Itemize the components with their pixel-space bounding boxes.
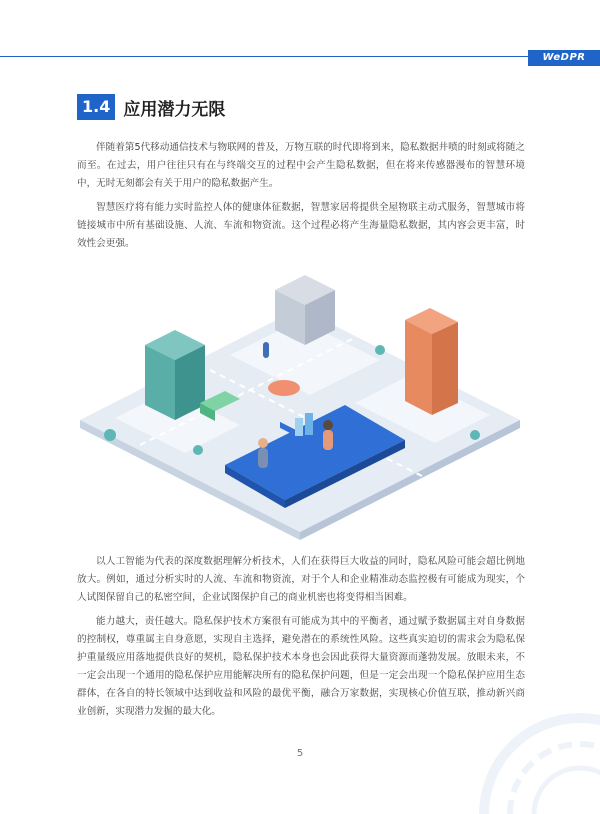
person-left xyxy=(258,448,268,468)
paragraph-2: 智慧医疗将有能力实时监控人体的健康体征数据，智慧家居将提供全屋物联主动式服务，智慧城市将链接城市中所有基础设施、人流、车流和物资流。这个过程必将产生海量隐私数据，其内容会更丰富，时效性会更强。 xyxy=(77,202,525,249)
tree xyxy=(375,345,385,355)
orange-tower-left xyxy=(405,320,432,415)
tree xyxy=(193,445,203,455)
person-left-head xyxy=(258,438,268,448)
person-right-head xyxy=(323,420,333,430)
orange-tower-right xyxy=(432,322,458,415)
tree xyxy=(104,429,116,441)
page-number: 5 xyxy=(296,748,304,759)
car xyxy=(268,380,300,396)
header-rule xyxy=(0,56,528,57)
section-number: 1.4 xyxy=(77,94,115,120)
pedestrian xyxy=(263,342,269,358)
smart-city-illustration xyxy=(80,270,520,540)
section-title: 应用潜力无限 xyxy=(123,99,226,120)
data-cube xyxy=(295,418,303,436)
paragraph-1: 伴随着第5代移动通信技术与物联网的普及，万物互联的时代即将到来，隐私数据井喷的时刻或将随之而至。在过去，用户往往只有在与终端交互的过程中会产生隐私数据，但在将来传感器漫布的智慧环境中，无时无刻都会有关于用户的隐私数据产生。 xyxy=(77,142,525,189)
person-right xyxy=(323,430,333,450)
tree xyxy=(470,430,480,440)
section-heading xyxy=(77,94,225,120)
paragraph-4: 能力越大，责任越大。隐私保护技术方案很有可能成为其中的平衡者，通过赋予数据属主对自身数据的控制权，尊重属主自身意愿，实现自主选择，避免潜在的系统性风险。这些真实迫切的需求会为隐私保护重量级应用落地提供良好的契机，隐私保护技术本身也会因此获得大量资源而蓬勃发展。放眼未来，不一定会出现一个通用的隐私保护应用能解决所有的隐私保护问题，但是一定会出现一个隐私保护应用生态群体，在各自的特长领域中达到收益和风险的最优平衡，融合万家数据，实现核心价值互联，推动新兴商业创新，实现潜力发掘的最大化。 xyxy=(77,616,525,717)
data-cube xyxy=(305,413,313,435)
brand-logo: WeDPR xyxy=(528,50,600,66)
paragraph-3: 以人工智能为代表的深度数据理解分析技术，人们在获得巨大收益的同时，隐私风险可能会超比例地放大。例如，通过分析实时的人流、车流和物资流，对于个人和企业精准动态监控极有可能成为现实，个人试图保留自己的私密空间，企业试图保护自己的商业机密也将变得相当困难。 xyxy=(77,556,525,603)
